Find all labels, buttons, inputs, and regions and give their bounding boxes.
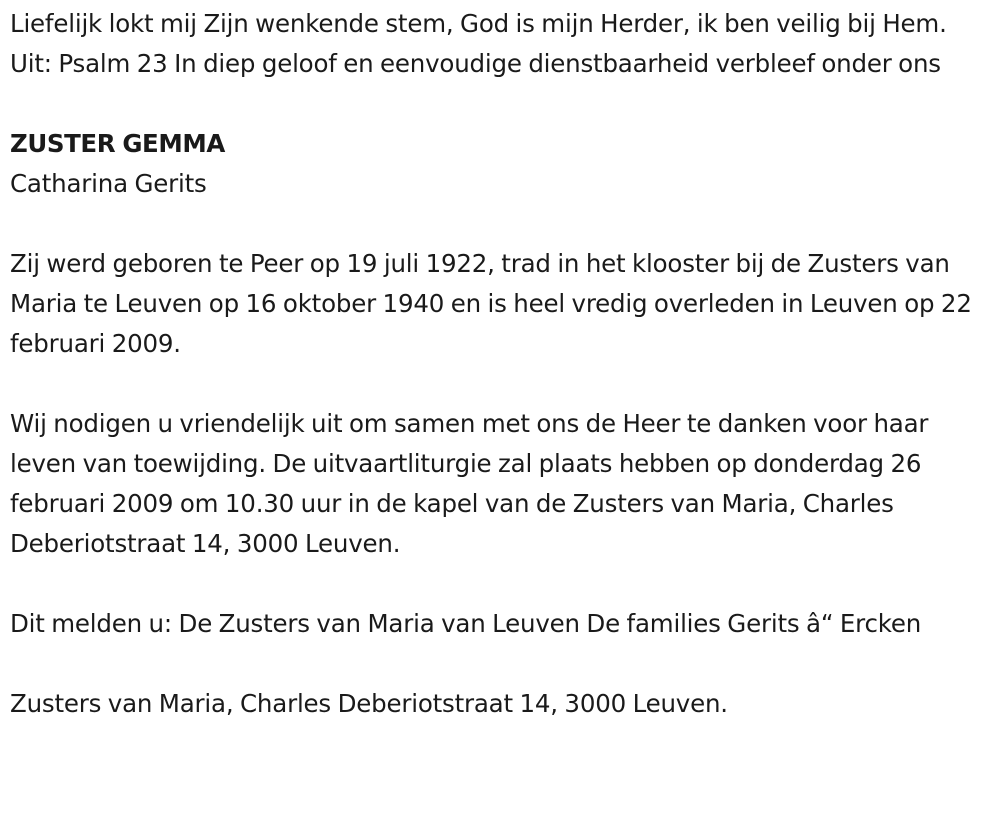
- announcement-paragraph: Dit melden u: De Zusters van Maria van Leuven De families Gerits â“ Ercken: [10, 609, 922, 638]
- obituary-document: [10, 4, 995, 724]
- spacer: [10, 204, 995, 244]
- spacer: [10, 364, 995, 404]
- address-line: Zusters van Maria, Charles Deberiotstraat 14, 3000 Leuven.: [10, 689, 728, 718]
- deceased-full-name: Catharina Gerits: [10, 169, 207, 198]
- invitation-paragraph: Wij nodigen u vriendelijk uit om samen met ons de Heer te danken voor haar leven van toewijding. De uitvaartliturgie zal plaats hebben op donderdag 26 februari 2009 om 10.30 uur in de kapel van de Zusters van Maria, Charles Deberiotstraat 14, 3000 Leuven.: [10, 409, 929, 558]
- deceased-title: ZUSTER GEMMA: [10, 129, 225, 158]
- spacer: [10, 84, 995, 124]
- spacer: [10, 564, 995, 604]
- biography-paragraph: Zij werd geboren te Peer op 19 juli 1922, trad in het klooster bij de Zusters van Maria te Leuven op 16 oktober 1940 en is heel vredig overleden in Leuven op 22 februari 2009.: [10, 249, 972, 358]
- spacer: [10, 644, 995, 684]
- intro-paragraph: Liefelijk lokt mij Zijn wenkende stem, God is mijn Herder, ik ben veilig bij Hem. Uit: Psalm 23 In diep geloof en eenvoudige dienstbaarheid verbleef onder ons: [10, 9, 947, 78]
